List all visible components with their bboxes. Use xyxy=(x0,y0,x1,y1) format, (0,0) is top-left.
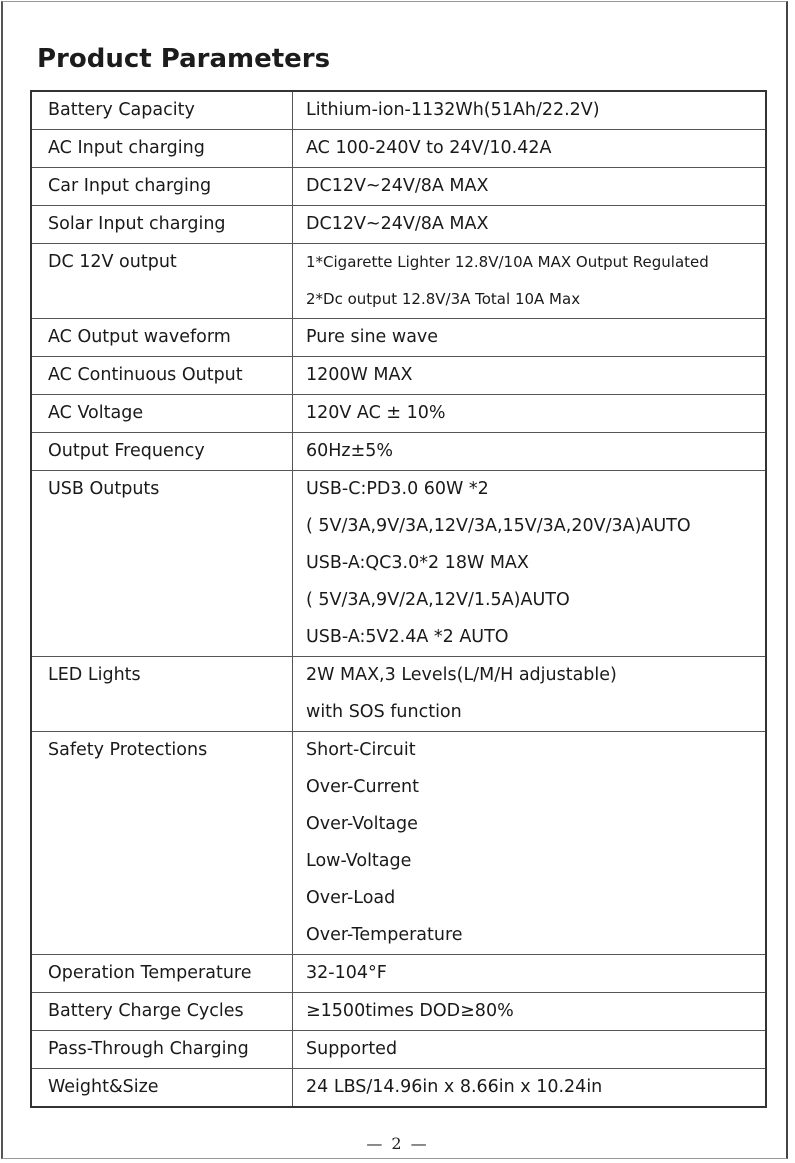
table-row xyxy=(31,244,766,319)
parameter-label: LED Lights xyxy=(48,665,141,685)
table-row xyxy=(31,471,766,657)
parameter-label-cell xyxy=(31,206,293,244)
parameter-value: Supported xyxy=(306,1039,398,1059)
parameter-label-cell xyxy=(31,91,293,130)
parameter-value-cell xyxy=(293,1031,767,1069)
parameter-label-cell xyxy=(31,1069,293,1108)
parameter-value: Over-Temperature xyxy=(306,925,463,945)
parameter-value-cell xyxy=(293,657,767,732)
parameter-label-cell xyxy=(31,955,293,993)
parameter-label: Solar Input charging xyxy=(48,214,226,234)
table-row xyxy=(31,168,766,206)
parameter-label: AC Output waveform xyxy=(48,327,231,347)
parameter-value: ( 5V/3A,9V/2A,12V/1.5A)AUTO xyxy=(306,590,570,610)
table-row xyxy=(31,1069,766,1108)
table-row xyxy=(31,433,766,471)
parameter-value: 2*Dc output 12.8V/3A Total 10A Max xyxy=(306,290,581,308)
parameter-value-cell xyxy=(293,395,767,433)
parameter-label-cell xyxy=(31,244,293,319)
table-row xyxy=(31,955,766,993)
table-row xyxy=(31,395,766,433)
parameter-value: DC12V~24V/8A MAX xyxy=(306,214,489,234)
parameter-value: USB-C:PD3.0 60W *2 xyxy=(306,479,489,499)
parameter-value: Pure sine wave xyxy=(306,327,439,347)
parameter-value-cell xyxy=(293,1069,767,1108)
parameter-label-cell xyxy=(31,471,293,657)
table-row xyxy=(31,130,766,168)
table-row xyxy=(31,206,766,244)
parameter-label-cell xyxy=(31,319,293,357)
parameter-label: DC 12V output xyxy=(48,252,177,272)
parameter-label-cell xyxy=(31,993,293,1031)
parameters-table-body xyxy=(31,91,766,1107)
parameter-value-cell xyxy=(293,91,767,130)
parameter-label: USB Outputs xyxy=(48,479,160,499)
table-row xyxy=(31,319,766,357)
parameter-label-cell xyxy=(31,433,293,471)
parameter-value-cell xyxy=(293,471,767,657)
parameter-label: AC Continuous Output xyxy=(48,365,243,385)
parameter-value-cell xyxy=(293,130,767,168)
parameter-label-cell xyxy=(31,395,293,433)
parameter-value: Lithium-ion-1132Wh(51Ah/22.2V) xyxy=(306,100,600,120)
parameter-value-cell xyxy=(293,993,767,1031)
table-row xyxy=(31,357,766,395)
parameter-value: Over-Voltage xyxy=(306,814,418,834)
parameter-label: AC Voltage xyxy=(48,403,144,423)
parameter-value-cell xyxy=(293,244,767,319)
parameter-value: 24 LBS/14.96in x 8.66in x 10.24in xyxy=(306,1077,603,1097)
parameter-value: USB-A:QC3.0*2 18W MAX xyxy=(306,553,529,573)
parameter-value: 60Hz±5% xyxy=(306,441,394,461)
parameter-value: Over-Load xyxy=(306,888,396,908)
parameter-label: Operation Temperature xyxy=(48,963,252,983)
parameter-value-cell xyxy=(293,433,767,471)
parameter-label-cell xyxy=(31,732,293,955)
table-row xyxy=(31,732,766,955)
parameter-value-cell xyxy=(293,206,767,244)
parameter-value: Over-Current xyxy=(306,777,420,797)
parameter-label: Battery Charge Cycles xyxy=(48,1001,244,1021)
table-row xyxy=(31,993,766,1031)
parameter-label: Pass-Through Charging xyxy=(48,1039,249,1059)
parameter-label-cell xyxy=(31,357,293,395)
parameter-label: Battery Capacity xyxy=(48,100,195,120)
parameter-value-cell xyxy=(293,168,767,206)
parameter-value: Short-Circuit xyxy=(306,740,416,760)
parameter-value: 1200W MAX xyxy=(306,365,413,385)
parameter-value-cell xyxy=(293,732,767,955)
parameter-value: USB-A:5V2.4A *2 AUTO xyxy=(306,627,509,647)
parameter-label: Weight&Size xyxy=(48,1077,159,1097)
parameter-label-cell xyxy=(31,657,293,732)
parameter-value: 32-104°F xyxy=(306,963,387,983)
table-row xyxy=(31,1031,766,1069)
parameter-value: 2W MAX,3 Levels(L/M/H adjustable) xyxy=(306,665,617,685)
parameter-label: AC Input charging xyxy=(48,138,205,158)
parameter-label: Safety Protections xyxy=(48,740,208,760)
parameter-value: with SOS function xyxy=(306,702,462,722)
parameter-value: 1*Cigarette Lighter 12.8V/10A MAX Output Regulated xyxy=(306,253,709,271)
parameter-label: Car Input charging xyxy=(48,176,212,196)
parameter-label-cell xyxy=(31,1031,293,1069)
parameter-value-cell xyxy=(293,955,767,993)
parameter-label-cell xyxy=(31,168,293,206)
table-row xyxy=(31,91,766,130)
parameter-value: Low-Voltage xyxy=(306,851,412,871)
parameter-label: Output Frequency xyxy=(48,441,205,461)
parameter-value: AC 100-240V to 24V/10.42A xyxy=(306,138,552,158)
parameters-table xyxy=(30,90,767,1108)
parameter-value-cell xyxy=(293,357,767,395)
page-number: — 2 — xyxy=(366,1134,429,1153)
parameter-value: 120V AC ± 10% xyxy=(306,403,446,423)
table-row xyxy=(31,657,766,732)
parameter-value: ( 5V/3A,9V/3A,12V/3A,15V/3A,20V/3A)AUTO xyxy=(306,516,691,536)
parameter-label-cell xyxy=(31,130,293,168)
page-title: Product Parameters xyxy=(37,44,331,74)
parameter-value: DC12V~24V/8A MAX xyxy=(306,176,489,196)
parameter-value: ≥1500times DOD≥80% xyxy=(306,1001,514,1021)
parameter-value-cell xyxy=(293,319,767,357)
